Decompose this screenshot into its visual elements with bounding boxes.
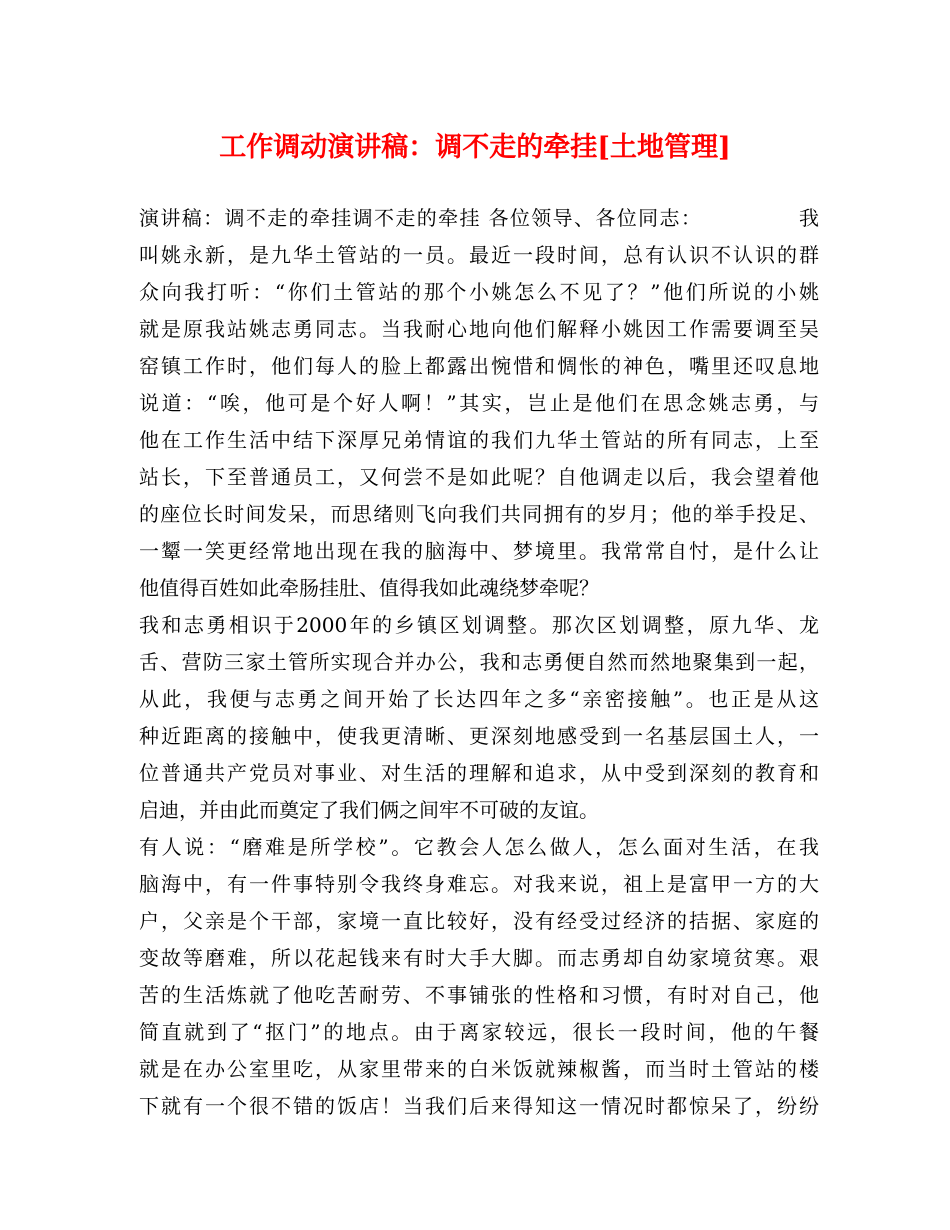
text-line: 有人说：“磨难是所学校”。它教会人怎么做人，怎么面对生活，在我	[139, 835, 819, 859]
text-line: 叫姚永新，是九华土管站的一员。最近一段时间，总有认识不认识的群	[139, 243, 819, 267]
text-line: 他在工作生活中结下深厚兄弟情谊的我们九华土管站的所有同志，上至	[139, 428, 819, 452]
text-line: 种近距离的接触中，使我更清晰、更深刻地感受到一名基层国土人，一	[139, 724, 819, 748]
text-line: 演讲稿：调不走的牵挂调不走的牵挂 各位领导、各位同志： 我	[139, 206, 819, 230]
text-line: 从此，我便与志勇之间开始了长达四年之多“亲密接触”。也正是从这	[139, 687, 819, 711]
text-line: 苦的生活炼就了他吃苦耐劳、不事铺张的性格和习惯，有时对自己，他	[139, 983, 819, 1007]
document-title: 工作调动演讲稿：调不走的牵挂[土地管理]	[219, 132, 731, 163]
text-line: 一颦一笑更经常地出现在我的脑海中、梦境里。我常常自忖，是什么让	[139, 539, 819, 563]
text-line: 下就有一个很不错的饭店！当我们后来得知这一情况时都惊呆了，纷纷	[139, 1094, 819, 1118]
text-line: 窑镇工作时，他们每人的脸上都露出惋惜和惆怅的神色，嘴里还叹息地	[139, 354, 819, 378]
document-body	[139, 200, 819, 1125]
text-line: 说道：“唉，他可是个好人啊！”其实，岂止是他们在思念姚志勇，与	[139, 391, 819, 415]
text-line: 我和志勇相识于2000年的乡镇区划调整。那次区划调整，原九华、龙	[139, 613, 819, 637]
text-line: 变故等磨难，所以花起钱来有时大手大脚。而志勇却自幼家境贫寒。艰	[139, 946, 819, 970]
text-line: 就是原我站姚志勇同志。当我耐心地向他们解释小姚因工作需要调至吴	[139, 317, 819, 341]
text-line: 位普通共产党员对事业、对生活的理解和追求，从中受到深刻的教育和	[139, 761, 819, 785]
text-line: 站长，下至普通员工，又何尝不是如此呢？自他调走以后，我会望着他	[139, 465, 819, 489]
text-line: 众向我打听：“你们土管站的那个小姚怎么不见了？”他们所说的小姚	[139, 280, 819, 304]
text-line: 户，父亲是个干部，家境一直比较好，没有经受过经济的拮据、家庭的	[139, 909, 819, 933]
text-line: 就是在办公室里吃，从家里带来的白米饭就辣椒酱，而当时土管站的楼	[139, 1057, 819, 1081]
text-line: 他值得百姓如此牵肠挂肚、值得我如此魂绕梦牵呢？	[139, 576, 599, 600]
text-line: 简直就到了“抠门”的地点。由于离家较远，很长一段时间，他的午餐	[139, 1020, 819, 1044]
text-line: 脑海中，有一件事特别令我终身难忘。对我来说，祖上是富甲一方的大	[139, 872, 819, 896]
text-line: 的座位长时间发呆，而思绪则飞向我们共同拥有的岁月；他的举手投足、	[139, 502, 819, 526]
text-line: 舌、营防三家土管所实现合并办公，我和志勇便自然而然地聚集到一起，	[139, 650, 819, 674]
text-line: 启迪，并由此而奠定了我们俩之间牢不可破的友谊。	[139, 798, 599, 822]
